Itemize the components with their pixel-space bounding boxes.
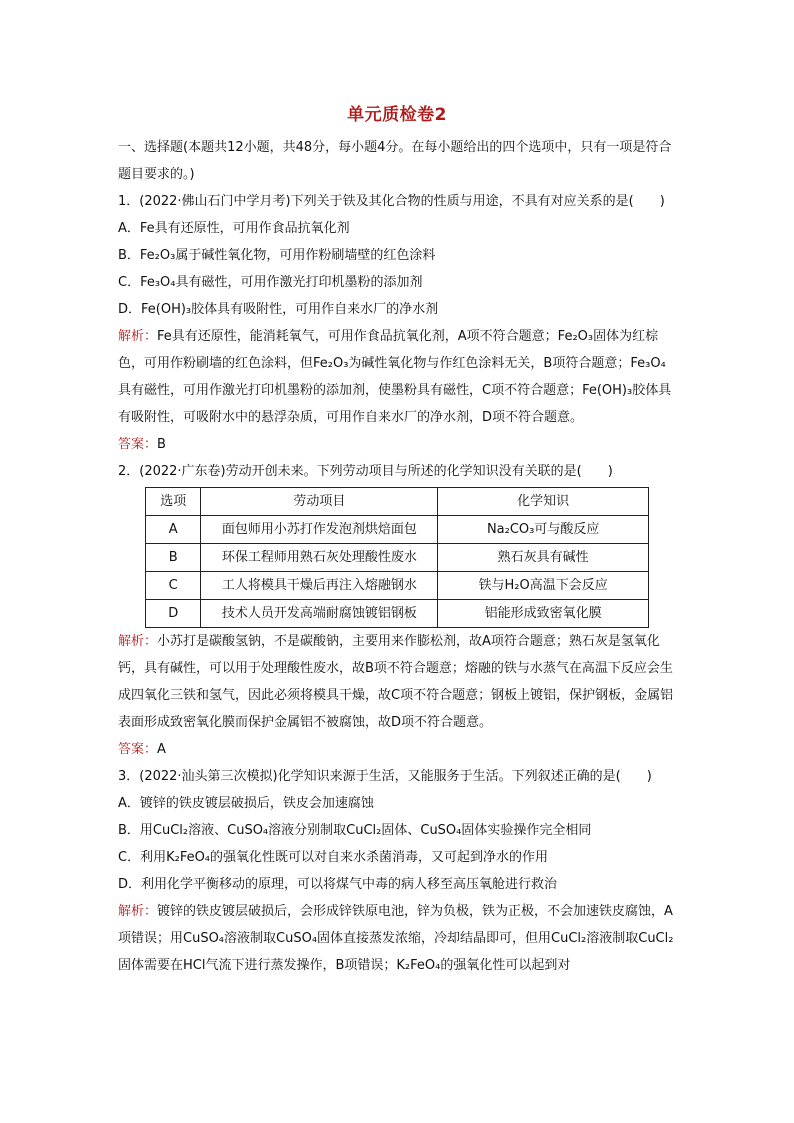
analysis-label: 解析： — [118, 329, 158, 344]
question-1-answer — [118, 431, 678, 458]
page-title: 单元质检卷2 — [347, 105, 447, 125]
table-row — [146, 600, 649, 628]
section-instructions: 一、选择题(本题共12小题，共48分，每小题4分。在每小题给出的四个选项中，只有一项是符合题目要求的。) — [118, 140, 672, 182]
table-cell: D — [146, 600, 201, 628]
question-3-option-b: B．用CuCl₂溶液、CuSO₄溶液分别制取CuCl₂固体、CuSO₄固体实验操作完全相同 — [118, 823, 592, 838]
answer-value: B — [157, 437, 166, 452]
analysis-text: 小苏打是碳酸氢钠，不是碳酸钠，主要用来作膨松剂，故A项符合题意；熟石灰是氢氧化钙，具有碱性，可以用于处理酸性废水，故B项不符合题意；熔融的铁与水蒸气在高温下反应会生成四氧化三铁和氢气，因此必须将模具干燥，故C项不符合题意；钢板上镀铝，保护钢板，金属铝表面形成致密氧化膜而保护金属铝不被腐蚀，故D项不符合题意。 — [118, 634, 674, 730]
question-3-option-a: A．镀锌的铁皮镀层破损后，铁皮会加速腐蚀 — [118, 796, 374, 811]
table-cell: 熟石灰具有碱性 — [438, 544, 649, 572]
analysis-text: Fe具有还原性，能消耗氧气，可用作食品抗氧化剂，A项不符合题意；Fe₂O₃固体为红棕色，可用作粉刷墙的红色涂料，但Fe₂O₃为碱性氧化物与作红色涂料无关，B项符合题意；Fe₃O₄具有磁性，可用作激光打印机墨粉的添加剂，使墨粉具有磁性，C项不符合题意；Fe(OH)₃胶体具有吸附性，可吸附水中的悬浮杂质，可用作自来水厂的净水剂，D项不符合题意。 — [118, 329, 672, 425]
answer-label: 答案： — [118, 437, 158, 452]
table-cell: C — [146, 572, 201, 600]
table-row — [146, 544, 649, 572]
table-cell: A — [146, 516, 201, 544]
table-header: 选项 — [146, 488, 201, 516]
table-header: 化学知识 — [438, 488, 649, 516]
table-cell: 工人将模具干燥后再注入熔融钢水 — [201, 572, 438, 600]
question-1-option-b: B．Fe₂O₃属于碱性氧化物，可用作粉刷墙壁的红色涂料 — [118, 248, 436, 263]
question-2-stem: 2．(2022·广东卷)劳动开创未来。下列劳动项目与所述的化学知识没有关联的是( ) — [118, 464, 613, 479]
table-cell: B — [146, 544, 201, 572]
question-1-stem: 1．(2022·佛山石门中学月考)下列关于铁及其化合物的性质与用途，不具有对应关系的是( ) — [118, 194, 665, 209]
question-2-answer — [118, 736, 678, 763]
table-cell: 技术人员开发高端耐腐蚀镀铝钢板 — [201, 600, 438, 628]
table-cell: 铁与H₂O高温下会反应 — [438, 572, 649, 600]
table-row — [146, 516, 649, 544]
table-cell: Na₂CO₃可与酸反应 — [438, 516, 649, 544]
analysis-label: 解析： — [118, 904, 158, 919]
question-3-option-c: C．利用K₂FeO₄的强氧化性既可以对自来水杀菌消毒，又可起到净水的作用 — [118, 850, 549, 865]
table-cell: 面包师用小苏打作发泡剂烘焙面包 — [201, 516, 438, 544]
table-cell: 铝能形成致密氧化膜 — [438, 600, 649, 628]
question-1-option-a: A．Fe具有还原性，可用作食品抗氧化剂 — [118, 221, 350, 236]
exam-content — [118, 134, 678, 979]
question-2-analysis — [118, 628, 678, 736]
analysis-text: 镀锌的铁皮镀层破损后，会形成锌铁原电池，锌为负极，铁为正极，不会加速铁皮腐蚀，A项错误；用CuSO₄溶液制取CuSO₄固体直接蒸发浓缩，冷却结晶即可，但用CuCl₂溶液制取CuCl₂固体需要在HCl气流下进行蒸发操作，B项错误；K₂FeO₄的强氧化性可以起到对 — [118, 904, 674, 973]
table-header-row — [146, 488, 649, 516]
table-row — [146, 572, 649, 600]
question-3-option-d: D．利用化学平衡移动的原理，可以将煤气中毒的病人移至高压氧舱进行救治 — [118, 877, 558, 892]
question-3-stem: 3．(2022·汕头第三次模拟)化学知识来源于生活，又能服务于生活。下列叙述正确的是( ) — [118, 769, 652, 784]
answer-value: A — [157, 742, 166, 757]
question-3-analysis — [118, 898, 678, 979]
question-1-option-c: C．Fe₃O₄具有磁性，可用作激光打印机墨粉的添加剂 — [118, 275, 423, 290]
question-2-table — [145, 487, 649, 628]
table-cell: 环保工程师用熟石灰处理酸性废水 — [201, 544, 438, 572]
table-header: 劳动项目 — [201, 488, 438, 516]
answer-label: 答案： — [118, 742, 158, 757]
analysis-label: 解析： — [118, 634, 158, 649]
question-1-analysis — [118, 323, 678, 431]
question-1-option-d: D．Fe(OH)₃胶体具有吸附性，可用作自来水厂的净水剂 — [118, 302, 439, 317]
